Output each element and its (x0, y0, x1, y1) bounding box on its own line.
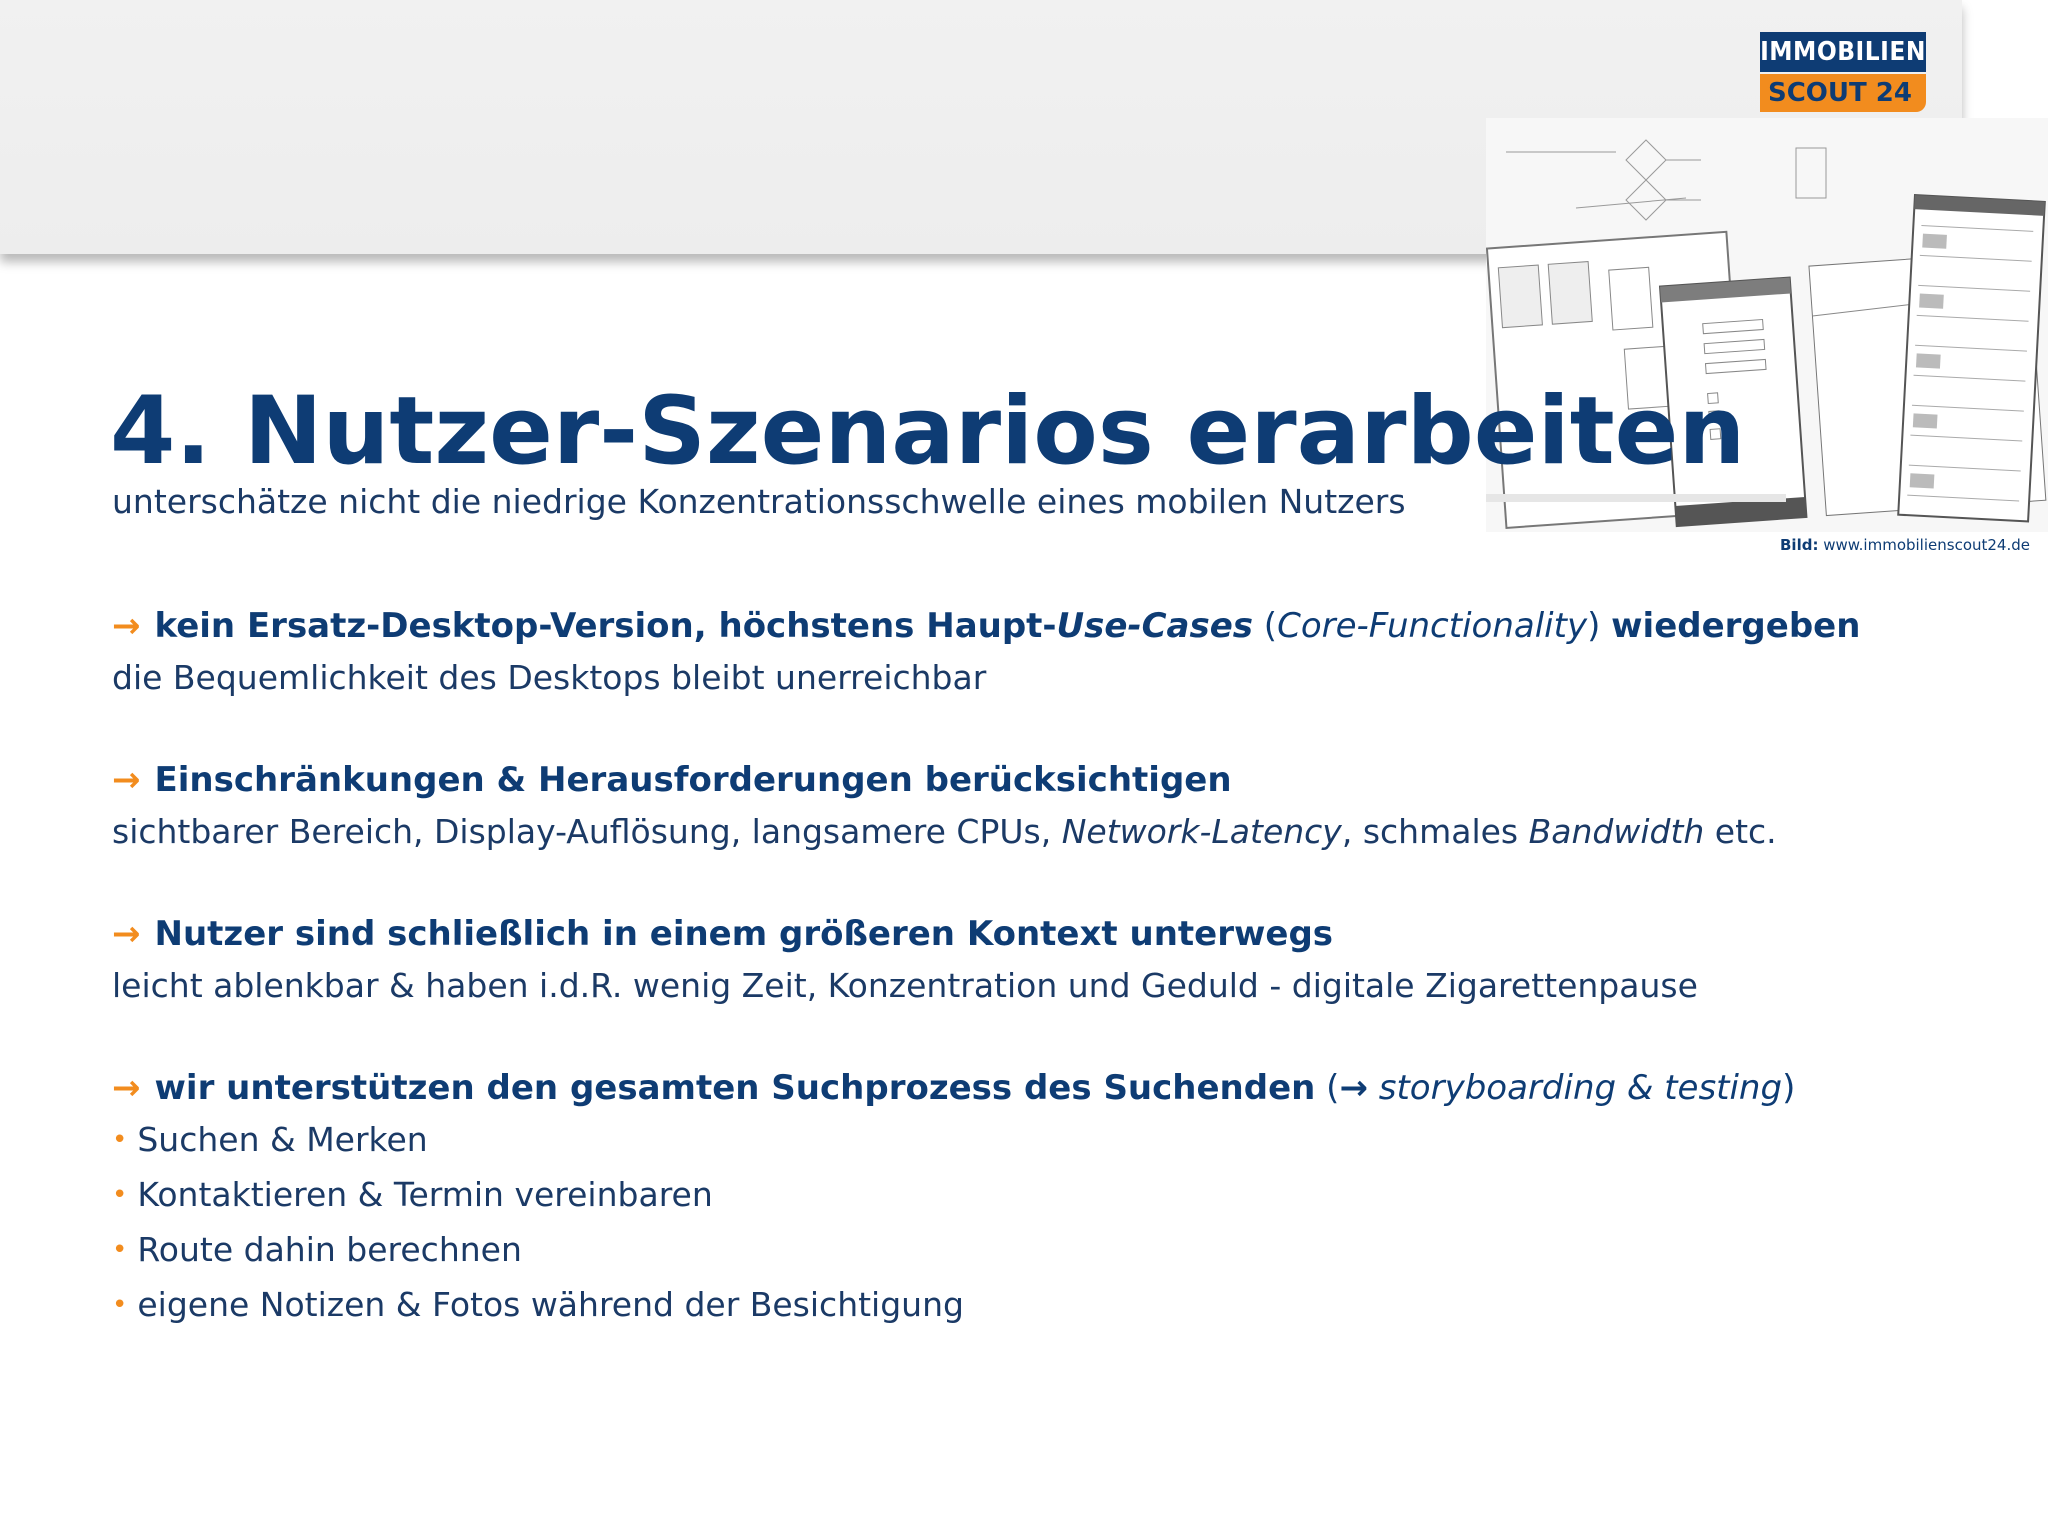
image-credit (1780, 536, 2030, 554)
point-3 (112, 908, 1992, 1012)
point-2-heading (112, 754, 1992, 806)
point-1-heading (112, 600, 1992, 652)
point-4-heading-space (1368, 1068, 1379, 1108)
point-1-heading-italic: Use-Cases (1056, 606, 1253, 646)
bullet-icon: • (112, 1180, 128, 1210)
bullet-icon: • (112, 1235, 128, 1265)
point-1 (112, 600, 1992, 704)
slide-title: 4. Nutzer-Szenarios erarbeiten (110, 377, 1746, 486)
point-1-heading-paren-open: ( (1253, 606, 1278, 646)
point-3-detail: leicht ablenkbar & haben i.d.R. wenig Zeit, Konzentration und Geduld - digitale Zigarettenpause (112, 966, 1698, 1005)
point-2 (112, 754, 1992, 858)
point-4-heading-italic: storyboarding & testing (1378, 1068, 1783, 1108)
bullet-item (112, 1114, 1992, 1169)
point-2-heading-text: Einschränkungen & Herausforderungen berücksichtigen (154, 760, 1232, 800)
bullet-text: Suchen & Merken (137, 1120, 428, 1159)
image-credit-url[interactable]: www.immobilienscout24.de (1823, 536, 2030, 554)
point-2-detail (112, 806, 1992, 858)
image-credit-label: Bild: (1780, 536, 1819, 554)
point-1-heading-end: wiedergeben (1611, 606, 1861, 646)
point-3-heading-text: Nutzer sind schließlich in einem größeren Kontext unterwegs (154, 914, 1334, 954)
point-1-heading-core: Core-Functionality (1277, 606, 1588, 646)
point-2-detail-b: , schmales (1341, 812, 1529, 851)
bullet-item (112, 1279, 1992, 1334)
arrow-icon: → (112, 760, 141, 800)
point-3-heading (112, 908, 1992, 960)
arrow-icon: → (112, 1068, 141, 1108)
arrow-icon: → (112, 914, 141, 954)
point-2-detail-a: sichtbarer Bereich, Display-Auflösung, langsamere CPUs, (112, 812, 1062, 851)
point-4 (112, 1062, 1992, 1334)
slide-body (112, 600, 1992, 1384)
logo-line-2: SCOUT 24 (1760, 74, 1926, 112)
point-4-heading-text: wir unterstützen den gesamten Suchprozess des Suchenden (154, 1068, 1316, 1108)
immobilienscout24-logo[interactable] (1760, 32, 1926, 112)
bullet-text: Kontaktieren & Termin vereinbaren (137, 1175, 713, 1214)
bullet-text: eigene Notizen & Fotos während der Besichtigung (137, 1285, 964, 1324)
slide-subtitle: unterschätze nicht die niedrige Konzentrationsschwelle eines mobilen Nutzers (112, 482, 1406, 521)
bullet-text: Route dahin berechnen (137, 1230, 522, 1269)
point-4-heading-paren-open: ( (1315, 1068, 1340, 1108)
bullet-item (112, 1224, 1992, 1279)
point-1-detail: die Bequemlichkeit des Desktops bleibt unerreichbar (112, 658, 987, 697)
point-4-inline-arrow-icon: → (1339, 1068, 1368, 1108)
bullet-icon: • (112, 1290, 128, 1320)
point-1-heading-paren-close: ) (1587, 606, 1612, 646)
bullet-icon: • (112, 1125, 128, 1155)
bullet-item (112, 1169, 1992, 1224)
point-2-detail-c: etc. (1704, 812, 1777, 851)
point-1-heading-text: kein Ersatz-Desktop-Version, höchstens Haupt- (154, 606, 1057, 646)
point-4-heading-paren-close: ) (1782, 1068, 1796, 1108)
arrow-icon: → (112, 606, 141, 646)
point-4-heading (112, 1062, 1992, 1114)
logo-line-1: IMMOBILIEN (1760, 32, 1926, 72)
point-2-detail-latency: Network-Latency (1061, 812, 1342, 851)
point-2-detail-bandwidth: Bandwidth (1528, 812, 1705, 851)
